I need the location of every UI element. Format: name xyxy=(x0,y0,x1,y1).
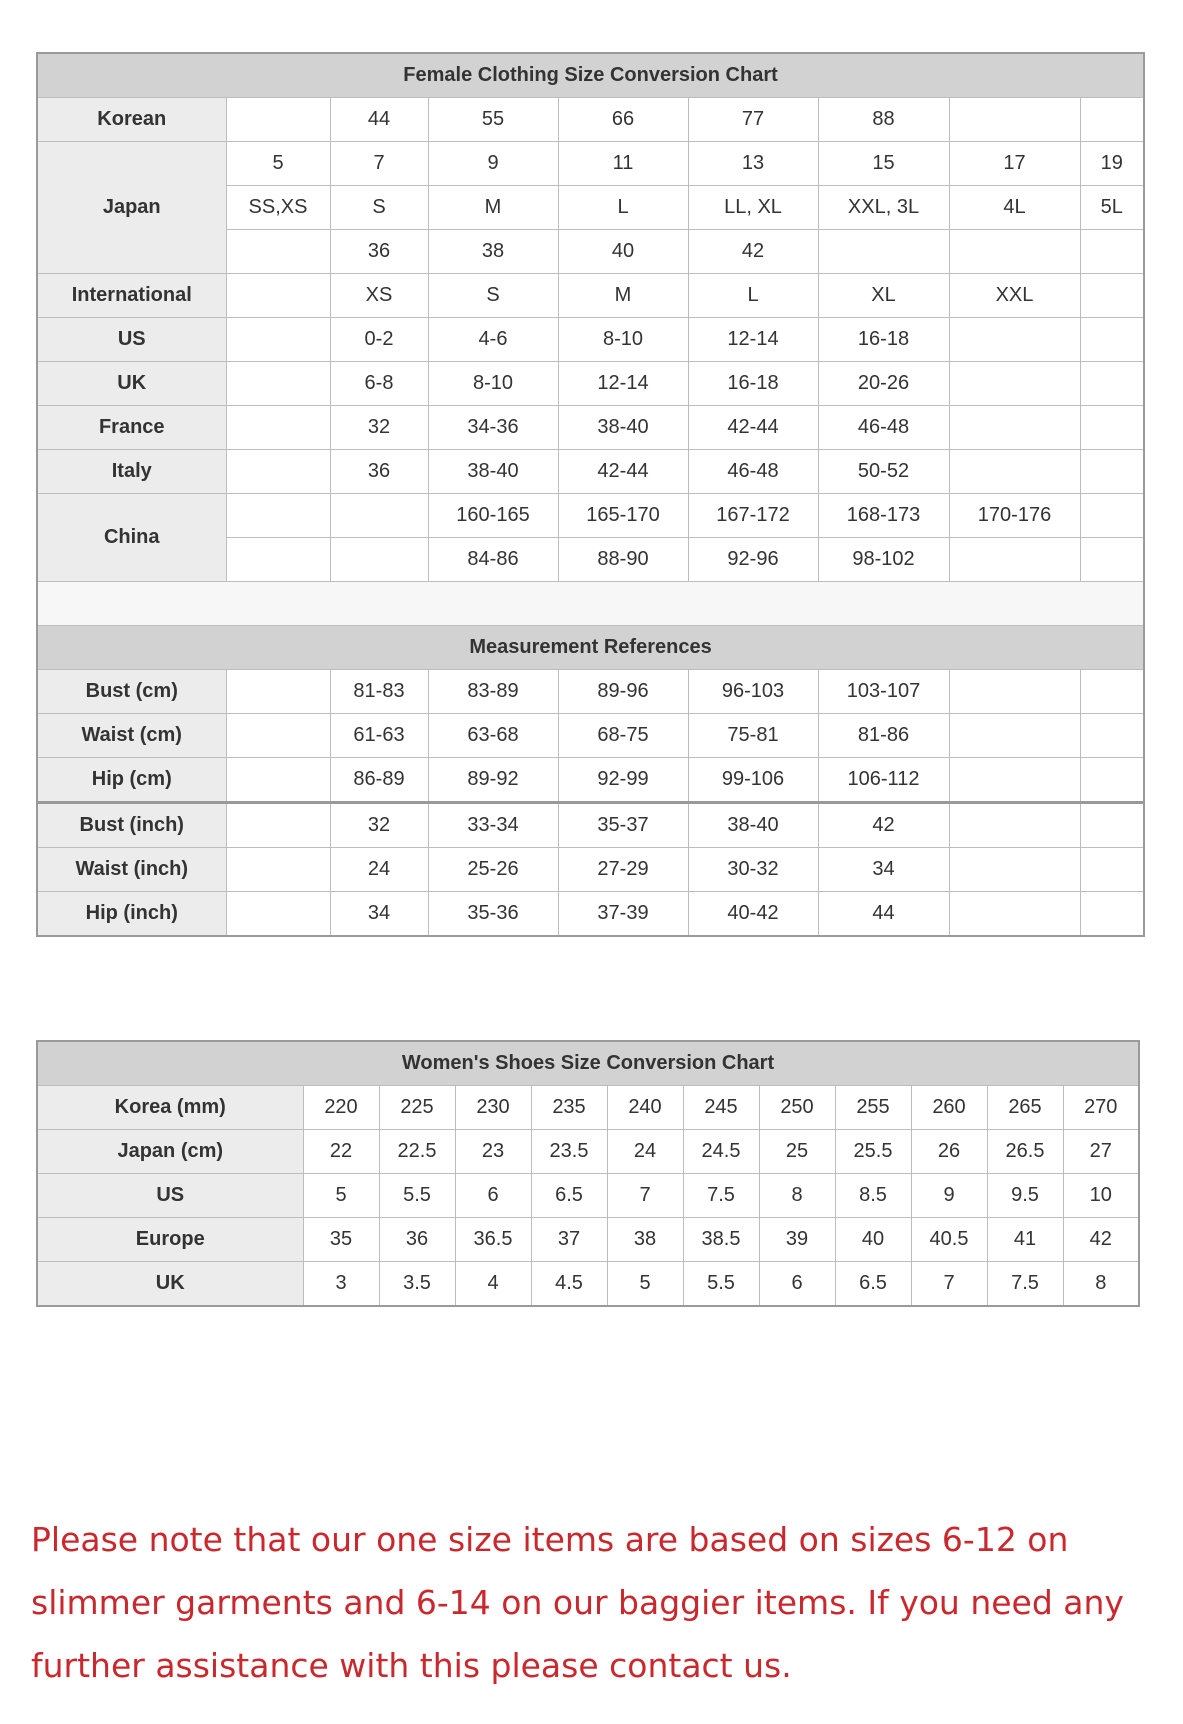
hip_inch-label: Hip (inch) xyxy=(37,892,226,937)
clothing-chart-title: Female Clothing Size Conversion Chart xyxy=(37,53,1144,98)
shoe-size-cell: 25.5 xyxy=(835,1130,911,1174)
size-note: Please note that our one size items are based on sizes 6-12 on slimmer garments and 6-14 on our baggier items. If you need any further assistance with this please contact us. xyxy=(31,1520,1124,1685)
size-cell: L xyxy=(688,274,818,318)
size-cell: 6-8 xyxy=(330,362,428,406)
shoe-row xyxy=(37,1086,1139,1130)
shoe-size-cell: 10 xyxy=(1063,1174,1139,1218)
size-cell xyxy=(226,892,330,937)
size-cell: 11 xyxy=(558,142,688,186)
bust_cm-label: Bust (cm) xyxy=(37,670,226,714)
international-row xyxy=(37,274,1144,318)
shoe-size-cell: 235 xyxy=(531,1086,607,1130)
size-cell: 77 xyxy=(688,98,818,142)
size-cell: 12-14 xyxy=(688,318,818,362)
shoe-size-cell: 6 xyxy=(759,1262,835,1307)
shoe-size-cell: 24 xyxy=(607,1130,683,1174)
china-label: China xyxy=(37,494,226,582)
shoe-size-cell: 26 xyxy=(911,1130,987,1174)
size-cell: 32 xyxy=(330,803,428,848)
size-cell xyxy=(226,758,330,803)
size-cell xyxy=(1080,494,1144,538)
size-cell: SS,XS xyxy=(226,186,330,230)
size-cell xyxy=(949,362,1080,406)
size-cell xyxy=(949,230,1080,274)
size-cell: 88 xyxy=(818,98,949,142)
waist_cm-label: Waist (cm) xyxy=(37,714,226,758)
shoe-size-cell: 3 xyxy=(303,1262,379,1307)
size-cell: 35-37 xyxy=(558,803,688,848)
size-cell: 38 xyxy=(428,230,558,274)
size-cell: 81-83 xyxy=(330,670,428,714)
size-cell: 25-26 xyxy=(428,848,558,892)
shoe-size-cell: 41 xyxy=(987,1218,1063,1262)
shoe-size-cell: 6.5 xyxy=(835,1262,911,1307)
size-cell: S xyxy=(428,274,558,318)
size-cell: 15 xyxy=(818,142,949,186)
shoe-size-cell: 265 xyxy=(987,1086,1063,1130)
size-cell: 61-63 xyxy=(330,714,428,758)
size-cell: 92-96 xyxy=(688,538,818,582)
size-cell: LL, XL xyxy=(688,186,818,230)
size-cell: 36 xyxy=(330,450,428,494)
clothing-chart-title-row xyxy=(37,53,1144,98)
size-cell: 17 xyxy=(949,142,1080,186)
shoe-size-cell: 5.5 xyxy=(683,1262,759,1307)
size-cell: 168-173 xyxy=(818,494,949,538)
separator-cell xyxy=(37,582,1144,626)
shoe-size-cell: 220 xyxy=(303,1086,379,1130)
bust_inch-label: Bust (inch) xyxy=(37,803,226,848)
size-cell: 27-29 xyxy=(558,848,688,892)
shoe-row xyxy=(37,1130,1139,1174)
shoe-row xyxy=(37,1218,1139,1262)
size-cell xyxy=(949,318,1080,362)
size-cell: 35-36 xyxy=(428,892,558,937)
size-cell xyxy=(226,318,330,362)
size-cell xyxy=(226,714,330,758)
shoe-size-cell: 5 xyxy=(303,1174,379,1218)
france-label: France xyxy=(37,406,226,450)
shoe-size-cell: 39 xyxy=(759,1218,835,1262)
size-cell xyxy=(226,406,330,450)
size-cell xyxy=(226,670,330,714)
shoe-size-cell: 255 xyxy=(835,1086,911,1130)
uk-row xyxy=(37,362,1144,406)
size-cell: 12-14 xyxy=(558,362,688,406)
us-label: US xyxy=(37,318,226,362)
size-cell: 75-81 xyxy=(688,714,818,758)
size-cell: 83-89 xyxy=(428,670,558,714)
size-cell: 8-10 xyxy=(428,362,558,406)
size-cell: 42-44 xyxy=(558,450,688,494)
size-cell: 34 xyxy=(818,848,949,892)
italy-row xyxy=(37,450,1144,494)
size-cell: 32 xyxy=(330,406,428,450)
japan-row xyxy=(37,142,1144,186)
size-cell xyxy=(1080,318,1144,362)
size-cell: 38-40 xyxy=(688,803,818,848)
bust_cm-row xyxy=(37,670,1144,714)
shoe-row-label: Europe xyxy=(37,1218,303,1262)
size-cell: 33-34 xyxy=(428,803,558,848)
shoe-size-cell: 7.5 xyxy=(683,1174,759,1218)
bust_inch-row xyxy=(37,803,1144,848)
shoe-row-label: Japan (cm) xyxy=(37,1130,303,1174)
size-cell: 106-112 xyxy=(818,758,949,803)
shoe-size-cell: 240 xyxy=(607,1086,683,1130)
size-cell: 99-106 xyxy=(688,758,818,803)
china-row xyxy=(37,494,1144,538)
shoe-size-cell: 40.5 xyxy=(911,1218,987,1262)
shoe-size-cell: 245 xyxy=(683,1086,759,1130)
size-cell xyxy=(226,274,330,318)
size-cell xyxy=(1080,848,1144,892)
shoe-row-label: US xyxy=(37,1174,303,1218)
size-cell xyxy=(1080,274,1144,318)
size-cell: 9 xyxy=(428,142,558,186)
hip_cm-label: Hip (cm) xyxy=(37,758,226,803)
size-cell: XS xyxy=(330,274,428,318)
size-cell xyxy=(949,98,1080,142)
size-cell: 81-86 xyxy=(818,714,949,758)
size-cell: 0-2 xyxy=(330,318,428,362)
size-cell xyxy=(1080,230,1144,274)
size-cell: 50-52 xyxy=(818,450,949,494)
korean-label: Korean xyxy=(37,98,226,142)
size-cell: M xyxy=(558,274,688,318)
shoe-size-cell: 36 xyxy=(379,1218,455,1262)
shoe-size-cell: 37 xyxy=(531,1218,607,1262)
size-cell: 160-165 xyxy=(428,494,558,538)
size-cell xyxy=(949,803,1080,848)
size-cell xyxy=(226,98,330,142)
size-cell xyxy=(1080,406,1144,450)
size-cell: 37-39 xyxy=(558,892,688,937)
shoe-row-label: Korea (mm) xyxy=(37,1086,303,1130)
shoe-size-cell: 3.5 xyxy=(379,1262,455,1307)
size-cell: 44 xyxy=(818,892,949,937)
shoe-row xyxy=(37,1174,1139,1218)
shoe-size-cell: 250 xyxy=(759,1086,835,1130)
size-cell: 30-32 xyxy=(688,848,818,892)
size-cell xyxy=(949,670,1080,714)
size-cell: L xyxy=(558,186,688,230)
shoe-size-cell: 230 xyxy=(455,1086,531,1130)
size-cell: XXL xyxy=(949,274,1080,318)
shoe-size-cell: 7 xyxy=(911,1262,987,1307)
shoe-size-cell: 5.5 xyxy=(379,1174,455,1218)
size-cell: 20-26 xyxy=(818,362,949,406)
size-cell: 40-42 xyxy=(688,892,818,937)
size-cell: 40 xyxy=(558,230,688,274)
size-cell: 24 xyxy=(330,848,428,892)
size-cell: 7 xyxy=(330,142,428,186)
size-cell: 46-48 xyxy=(688,450,818,494)
waist_inch-row xyxy=(37,848,1144,892)
size-cell: 38-40 xyxy=(428,450,558,494)
size-cell xyxy=(949,406,1080,450)
shoe-size-cell: 23.5 xyxy=(531,1130,607,1174)
shoe-size-cell: 38 xyxy=(607,1218,683,1262)
shoe-size-cell: 225 xyxy=(379,1086,455,1130)
size-cell xyxy=(226,362,330,406)
size-cell: 167-172 xyxy=(688,494,818,538)
shoe-size-cell: 4 xyxy=(455,1262,531,1307)
size-cell: XXL, 3L xyxy=(818,186,949,230)
size-cell: 4-6 xyxy=(428,318,558,362)
size-cell xyxy=(226,848,330,892)
measurement-title-row xyxy=(37,626,1144,670)
size-cell xyxy=(949,848,1080,892)
size-cell: 89-96 xyxy=(558,670,688,714)
shoe-size-chart xyxy=(36,1040,1140,1307)
size-cell: S xyxy=(330,186,428,230)
shoe-size-cell: 270 xyxy=(1063,1086,1139,1130)
size-cell: 89-92 xyxy=(428,758,558,803)
size-cell: M xyxy=(428,186,558,230)
us-row xyxy=(37,318,1144,362)
size-cell xyxy=(1080,714,1144,758)
shoe-size-cell: 24.5 xyxy=(683,1130,759,1174)
size-cell: 98-102 xyxy=(818,538,949,582)
shoe-row-label: UK xyxy=(37,1262,303,1307)
size-cell: 66 xyxy=(558,98,688,142)
shoe-size-cell: 42 xyxy=(1063,1218,1139,1262)
size-cell xyxy=(226,494,330,538)
size-cell: 16-18 xyxy=(818,318,949,362)
shoe-size-cell: 26.5 xyxy=(987,1130,1063,1174)
size-cell: 88-90 xyxy=(558,538,688,582)
uk-label: UK xyxy=(37,362,226,406)
shoe-row xyxy=(37,1262,1139,1307)
size-cell xyxy=(1080,98,1144,142)
size-cell xyxy=(226,450,330,494)
size-cell: 34 xyxy=(330,892,428,937)
shoe-size-cell: 7 xyxy=(607,1174,683,1218)
size-cell: 4L xyxy=(949,186,1080,230)
size-cell xyxy=(949,538,1080,582)
size-cell: 38-40 xyxy=(558,406,688,450)
section-separator xyxy=(37,582,1144,626)
size-cell xyxy=(1080,803,1144,848)
size-cell: 19 xyxy=(1080,142,1144,186)
international-label: International xyxy=(37,274,226,318)
size-cell xyxy=(226,538,330,582)
size-cell: 42 xyxy=(688,230,818,274)
size-cell xyxy=(1080,758,1144,803)
size-cell: 42-44 xyxy=(688,406,818,450)
size-cell xyxy=(1080,362,1144,406)
hip_cm-row xyxy=(37,758,1144,803)
waist_cm-row xyxy=(37,714,1144,758)
size-cell xyxy=(330,538,428,582)
japan-label: Japan xyxy=(37,142,226,274)
size-cell xyxy=(226,230,330,274)
shoe-size-cell: 260 xyxy=(911,1086,987,1130)
size-cell: 13 xyxy=(688,142,818,186)
measurement-title: Measurement References xyxy=(37,626,1144,670)
size-cell: 68-75 xyxy=(558,714,688,758)
size-cell xyxy=(949,892,1080,937)
size-cell: 170-176 xyxy=(949,494,1080,538)
size-cell: 5 xyxy=(226,142,330,186)
size-cell: 8-10 xyxy=(558,318,688,362)
shoe-chart-title: Women's Shoes Size Conversion Chart xyxy=(37,1041,1139,1086)
shoe-size-cell: 25 xyxy=(759,1130,835,1174)
shoe-size-cell: 9 xyxy=(911,1174,987,1218)
shoe-size-cell: 38.5 xyxy=(683,1218,759,1262)
shoe-size-cell: 7.5 xyxy=(987,1262,1063,1307)
shoe-size-cell: 36.5 xyxy=(455,1218,531,1262)
waist_inch-label: Waist (inch) xyxy=(37,848,226,892)
france-row xyxy=(37,406,1144,450)
shoe-chart-title-row xyxy=(37,1041,1139,1086)
size-cell: 84-86 xyxy=(428,538,558,582)
size-cell: 36 xyxy=(330,230,428,274)
italy-label: Italy xyxy=(37,450,226,494)
size-cell xyxy=(1080,670,1144,714)
size-cell: 103-107 xyxy=(818,670,949,714)
shoe-size-cell: 5 xyxy=(607,1262,683,1307)
size-cell xyxy=(1080,538,1144,582)
shoe-size-cell: 6.5 xyxy=(531,1174,607,1218)
size-cell: 5L xyxy=(1080,186,1144,230)
shoe-size-cell: 9.5 xyxy=(987,1174,1063,1218)
shoe-size-cell: 27 xyxy=(1063,1130,1139,1174)
size-cell: XL xyxy=(818,274,949,318)
shoe-size-cell: 6 xyxy=(455,1174,531,1218)
size-cell: 46-48 xyxy=(818,406,949,450)
shoe-size-cell: 22 xyxy=(303,1130,379,1174)
size-cell: 42 xyxy=(818,803,949,848)
size-cell: 63-68 xyxy=(428,714,558,758)
size-cell: 86-89 xyxy=(330,758,428,803)
size-cell xyxy=(226,803,330,848)
size-cell xyxy=(1080,892,1144,937)
size-cell: 55 xyxy=(428,98,558,142)
size-cell: 92-99 xyxy=(558,758,688,803)
size-cell: 96-103 xyxy=(688,670,818,714)
size-cell: 16-18 xyxy=(688,362,818,406)
size-cell: 44 xyxy=(330,98,428,142)
size-cell xyxy=(949,758,1080,803)
size-cell xyxy=(330,494,428,538)
shoe-size-cell: 22.5 xyxy=(379,1130,455,1174)
size-cell xyxy=(949,450,1080,494)
size-cell xyxy=(1080,450,1144,494)
size-cell: 165-170 xyxy=(558,494,688,538)
shoe-size-cell: 8 xyxy=(1063,1262,1139,1307)
shoe-size-cell: 40 xyxy=(835,1218,911,1262)
clothing-size-chart xyxy=(36,52,1145,937)
size-cell: 34-36 xyxy=(428,406,558,450)
korean-row xyxy=(37,98,1144,142)
shoe-size-cell: 4.5 xyxy=(531,1262,607,1307)
shoe-size-cell: 35 xyxy=(303,1218,379,1262)
size-cell xyxy=(949,714,1080,758)
shoe-size-cell: 23 xyxy=(455,1130,531,1174)
size-cell xyxy=(818,230,949,274)
hip_inch-row xyxy=(37,892,1144,937)
shoe-size-cell: 8.5 xyxy=(835,1174,911,1218)
shoe-size-cell: 8 xyxy=(759,1174,835,1218)
